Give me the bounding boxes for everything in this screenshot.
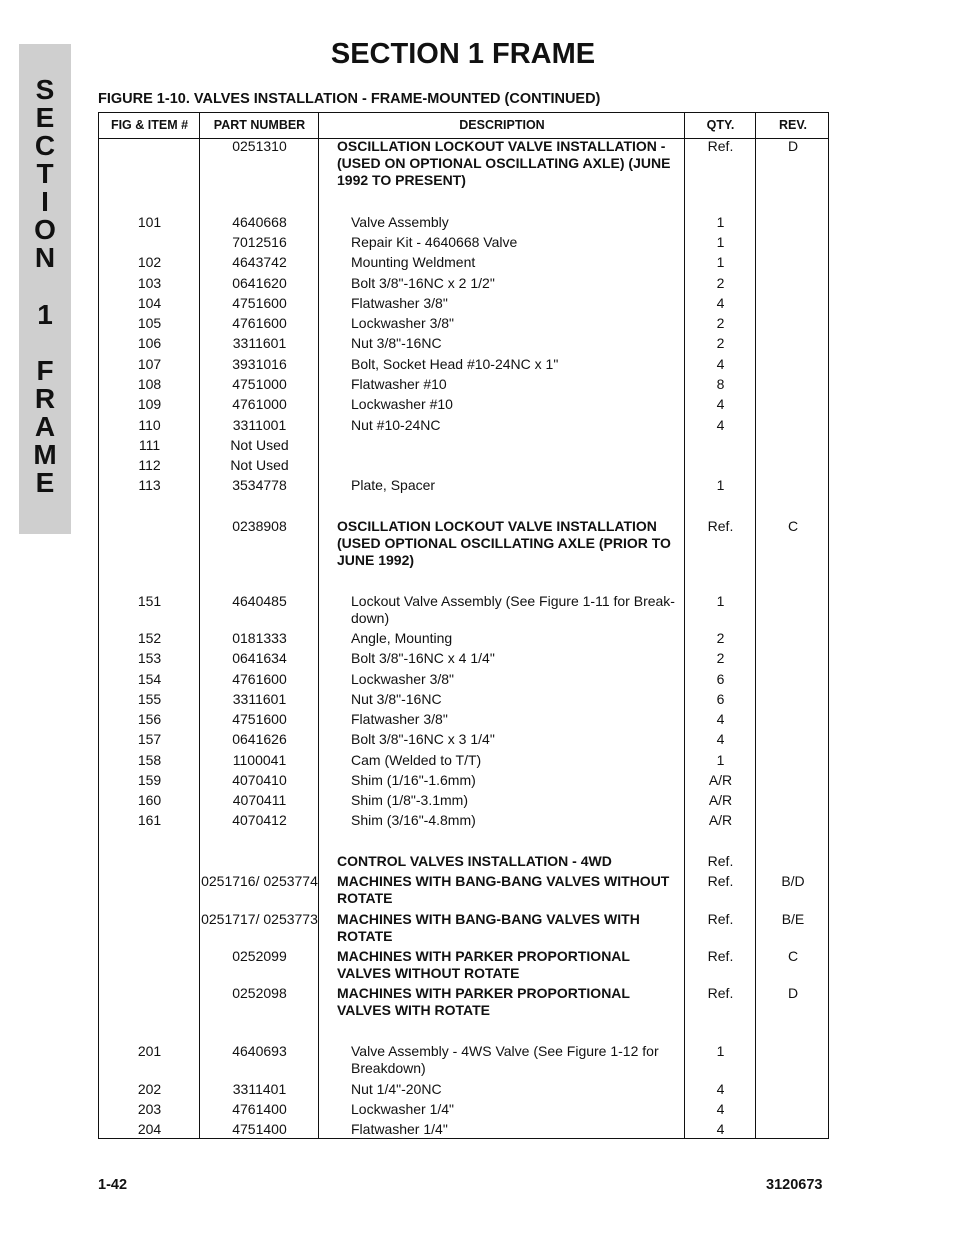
qty-cell: Ref. [707,948,734,964]
description-cell: Mounting Weldment [351,254,476,270]
fig-item-cell: 102 [137,254,162,270]
fig-item-cell: 103 [137,275,162,291]
qty-cell: Ref. [707,518,734,534]
part-number-cell: 3931016 [232,356,287,372]
description-cell: CONTROL VALVES INSTALLATION - 4WD [337,853,612,869]
qty-cell: 2 [716,335,725,351]
header-qty: QTY. [706,118,735,132]
part-number-cell: 0251717/ 0253773 [201,911,318,927]
qty-cell: 2 [716,315,725,331]
side-tab-letter: 1 [37,299,53,330]
qty-cell: 8 [716,376,725,392]
description-cell: MACHINES WITH BANG-BANG VALVES WITH ROTATE [337,911,640,944]
qty-cell: 4 [716,1081,725,1097]
description-cell: Flatwasher 3/8" [351,711,448,727]
header-rev: REV. [778,118,808,132]
fig-item-cell: 105 [137,315,162,331]
qty-cell: 1 [716,234,725,250]
description-cell: Cam (Welded to T/T) [351,752,482,768]
header-part-number: PART NUMBER [213,118,306,132]
fig-item-cell: 159 [137,772,162,788]
fig-item-cell: 104 [137,295,162,311]
side-tab-letter: T [36,158,54,189]
side-tab-letter: S [35,74,55,105]
part-number-cell: 0238908 [232,518,287,534]
qty-cell: A/R [708,792,733,808]
part-number-cell: Not Used [230,437,289,453]
part-number-cell: 4761400 [232,1101,287,1117]
fig-item-cell: 101 [137,214,162,230]
qty-cell: 1 [716,214,725,230]
rev-cell: D [787,138,799,154]
side-tab-letter: E [35,467,55,498]
qty-cell: 1 [716,477,725,493]
part-number-cell: 3311401 [232,1081,287,1097]
description-cell: OSCILLATION LOCKOUT VALVE INSTALLATION (USED OPTIONAL OSCILLATING AXLE (PRIOR TO JUNE 1992) [337,518,671,568]
part-number-cell: 0252098 [232,985,287,1001]
part-number-cell: 3311601 [232,691,287,707]
side-tab-letter: I [41,186,49,217]
part-number-cell: 0641620 [232,275,287,291]
part-number-cell: 0641634 [232,650,287,666]
fig-item-cell: 154 [137,671,162,687]
description-cell: Valve Assembly [351,214,449,230]
description-cell: Bolt 3/8"-16NC x 4 1/4" [351,650,495,666]
description-cell: Shim (1/8"-3.1mm) [351,792,468,808]
part-number-cell: 4761600 [232,315,287,331]
qty-cell: Ref. [707,985,734,1001]
fig-item-cell: 113 [138,477,161,493]
qty-cell: 2 [716,650,725,666]
part-number-cell: 4751400 [232,1121,287,1137]
qty-cell: 1 [716,254,725,270]
qty-cell: 4 [716,711,725,727]
description-cell: OSCILLATION LOCKOUT VALVE INSTALLATION - (USED ON OPTIONAL OSCILLATING AXLE) (JUNE 1992 TO PRESENT) [337,138,671,188]
description-cell: Flatwasher 1/4" [351,1121,448,1137]
description-cell: Lockwasher 3/8" [351,671,455,687]
fig-item-cell: 157 [137,731,162,747]
fig-item-cell: 108 [137,376,162,392]
fig-item-cell: 111 [138,437,161,453]
qty-cell: 4 [716,295,725,311]
description-cell: Nut 3/8"-16NC [351,335,442,351]
header-fig-item: FIG & ITEM # [110,118,189,132]
part-number-cell: 7012516 [232,234,287,250]
part-number-cell: 0251310 [232,138,287,154]
rev-cell: C [787,518,799,534]
description-cell: MACHINES WITH PARKER PROPORTIONAL VALVES WITH ROTATE [337,985,630,1018]
description-cell: Plate, Spacer [351,477,436,493]
side-tab-letter: O [34,214,56,245]
part-number-cell: 4751000 [232,376,287,392]
description-cell: Angle, Mounting [351,630,453,646]
description-cell: Lockwasher 3/8" [351,315,455,331]
part-number-cell: 0641626 [232,731,287,747]
description-cell: Flatwasher #10 [351,376,447,392]
side-tab-letter: C [34,130,56,161]
part-number-cell: 4070410 [232,772,287,788]
part-number-cell: 4643742 [232,254,287,270]
fig-item-cell: 109 [137,396,162,412]
qty-cell: 6 [716,671,725,687]
fig-item-cell: 152 [137,630,162,646]
description-cell: Lockwasher 1/4" [351,1101,455,1117]
fig-item-cell: 161 [137,812,162,828]
qty-cell: 4 [716,731,725,747]
fig-item-cell: 112 [138,457,161,473]
qty-cell: 6 [716,691,725,707]
description-cell: MACHINES WITH PARKER PROPORTIONAL VALVES WITHOUT ROTATE [337,948,630,981]
description-cell: Shim (3/16"-4.8mm) [351,812,476,828]
fig-item-cell: 151 [137,593,162,609]
qty-cell: Ref. [707,853,734,869]
part-number-cell: 3311001 [232,417,287,433]
part-number-cell: 4640485 [232,593,287,609]
qty-cell: 2 [716,275,725,291]
qty-cell: 2 [716,630,725,646]
fig-item-cell: 201 [137,1043,162,1059]
description-cell: Nut #10-24NC [351,417,441,433]
page-title: SECTION 1 FRAME [330,38,596,70]
part-number-cell: 4751600 [232,295,287,311]
fig-item-cell: 153 [137,650,162,666]
description-cell: Bolt 3/8"-16NC x 3 1/4" [351,731,495,747]
side-tab-letter: E [35,102,55,133]
part-number-cell: 4761000 [232,396,287,412]
fig-item-cell: 110 [138,417,161,433]
part-number-cell: 0251716/ 0253774 [201,873,318,889]
part-number-cell: 0252099 [232,948,287,964]
description-cell: Valve Assembly - 4WS Valve (See Figure 1-12 for Breakdown) [351,1043,659,1076]
fig-item-cell: 156 [137,711,162,727]
document-number: 3120673 [766,1177,823,1193]
qty-cell: 1 [716,593,725,609]
section-side-tab [19,44,71,534]
side-tab-letter: A [34,411,56,442]
description-cell: Bolt 3/8"-16NC x 2 1/2" [351,275,495,291]
fig-item-cell: 155 [137,691,162,707]
description-cell: Repair Kit - 4640668 Valve [351,234,518,250]
qty-cell: 4 [716,1101,725,1117]
qty-cell: 4 [716,1121,725,1137]
qty-cell: Ref. [707,911,734,927]
side-tab-letter: R [34,383,56,414]
figure-title: FIGURE 1-10. VALVES INSTALLATION - FRAME-MOUNTED (CONTINUED) [98,91,601,107]
fig-item-cell: 106 [137,335,162,351]
qty-cell: 1 [716,1043,725,1059]
qty-cell: A/R [708,772,733,788]
description-cell: Nut 1/4"-20NC [351,1081,442,1097]
rev-cell: D [787,985,799,1001]
part-number-cell: 4751600 [232,711,287,727]
qty-cell: A/R [708,812,733,828]
part-number-cell: 4640668 [232,214,287,230]
side-tab-letter: F [36,355,54,386]
qty-cell: Ref. [707,873,734,889]
part-number-cell: 4070412 [232,812,287,828]
qty-cell: 4 [716,396,725,412]
side-tab-letter: M [33,439,57,470]
description-cell: Lockwasher #10 [351,396,453,412]
fig-item-cell: 203 [137,1101,162,1117]
description-cell: Lockout Valve Assembly (See Figure 1-11 for Break-down) [351,593,675,626]
part-number-cell: 4070411 [232,792,287,808]
description-cell: Bolt, Socket Head #10-24NC x 1" [351,356,559,372]
header-description: DESCRIPTION [459,118,545,132]
qty-cell: 1 [716,752,725,768]
qty-cell: 4 [716,417,725,433]
part-number-cell: 1100041 [232,752,287,768]
description-cell: Flatwasher 3/8" [351,295,448,311]
part-number-cell: Not Used [230,457,289,473]
side-tab-letter: N [34,242,56,273]
description-cell: Nut 3/8"-16NC [351,691,442,707]
parts-table [98,112,829,1139]
rev-cell: B/D [781,873,805,889]
rev-cell: B/E [781,911,805,927]
page-number: 1-42 [98,1177,128,1193]
fig-item-cell: 160 [137,792,162,808]
part-number-cell: 0181333 [232,630,287,646]
description-cell: Shim (1/16"-1.6mm) [351,772,476,788]
part-number-cell: 3311601 [232,335,287,351]
part-number-cell: 4640693 [232,1043,287,1059]
fig-item-cell: 158 [137,752,162,768]
rev-cell: C [787,948,799,964]
part-number-cell: 3534778 [232,477,287,493]
qty-cell: Ref. [707,138,734,154]
qty-cell: 4 [716,356,725,372]
fig-item-cell: 202 [137,1081,162,1097]
description-cell: MACHINES WITH BANG-BANG VALVES WITHOUT ROTATE [337,873,670,906]
fig-item-cell: 204 [137,1121,162,1137]
part-number-cell: 4761600 [232,671,287,687]
fig-item-cell: 107 [137,356,162,372]
